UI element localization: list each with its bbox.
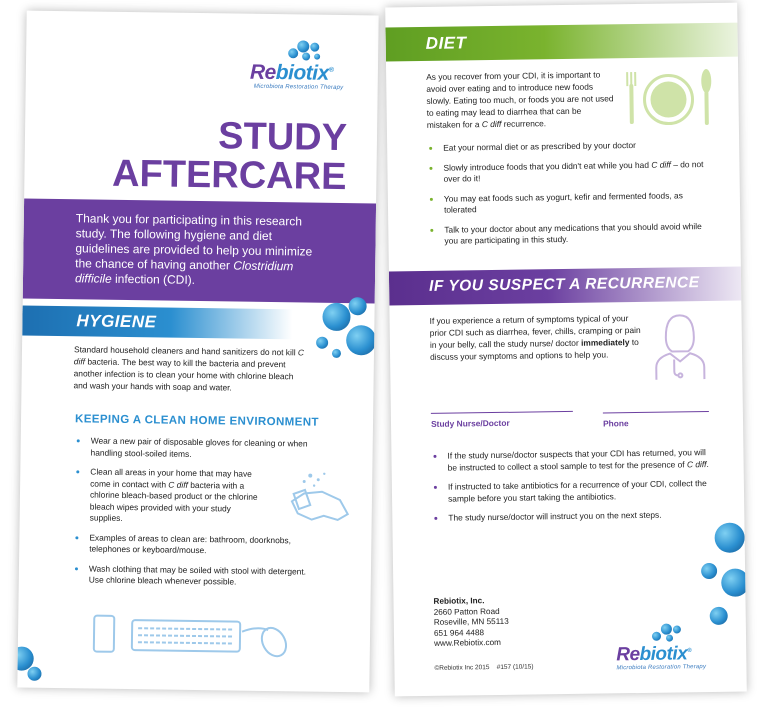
- study-aftercare-back-panel: [385, 3, 747, 697]
- list-item: Slowly introduce foods that you didn't eat while you had C diff – do not over do it!: [427, 158, 709, 185]
- recurrence-list: [431, 447, 714, 532]
- logo-tagline: Microbiota Restoration Therapy: [616, 664, 707, 672]
- bubbles-decoration-icon: [694, 523, 746, 634]
- list-item: Clean all areas in your home that may have come in contact with C diff bacteria with a chlorine bleach-based product or the chlorine bleach wipes provided with your study supplies.: [74, 466, 267, 526]
- company-name: Rebiotix, Inc.: [433, 596, 485, 606]
- intro-text: Thank you for participating in this research study. The following hygiene and diet guidelines are provided to help you minimize the chance of having another Clostridium difficile infection (CDI).: [74, 211, 313, 287]
- recurrence-heading: IF YOU SUSPECT A RECURRENCE: [428, 274, 700, 295]
- diet-heading: DIET: [425, 33, 467, 53]
- title-line-aftercare: AFTERCARE: [111, 152, 347, 199]
- rebiotix-logo: Rebiotix®: [249, 60, 334, 85]
- logo-tagline: Microbiota Restoration Therapy: [253, 83, 344, 92]
- list-item: Wear a new pair of disposable gloves for cleaning or when handling stool-soiled items.: [74, 435, 324, 461]
- nurse-label: Study Nurse/Doctor: [430, 417, 510, 429]
- nurse-signature-line: [431, 411, 573, 414]
- recurrence-paragraph: If you experience a return of symptoms typical of your prior CDI such as diarrhea, fever, chills, cramping or pain in your belly, call the study nurse/ doctor immediately to discuss your symptoms and options to help you.: [429, 313, 641, 362]
- bubbles-decoration-icon: [302, 296, 375, 367]
- phone-signature-line: [603, 411, 709, 413]
- phone-keyboard-mouse-icon: [92, 612, 313, 663]
- phone-number: 651 964 4488: [433, 627, 485, 638]
- list-item: Eat your normal diet or as prescribed by your doctor: [427, 139, 709, 154]
- city: Roseville, MN 55113: [433, 616, 509, 627]
- list-item: If the study nurse/doctor suspects that your CDI has returned, you will be instructed to collect a stool sample to test for the presence of C diff.: [431, 447, 713, 474]
- hygiene-paragraph: Standard household cleaners and hand sanitizers do not kill C diff bacteria. The best way to kill the bacteria and prevent another infection is to clean your home with chlorine bleach and wash your hands with soap and water.: [73, 344, 305, 393]
- rebiotix-logo: Rebiotix®: [616, 643, 692, 666]
- hygiene-heading: HYGIENE: [76, 311, 157, 332]
- bubbles-decoration-icon: [17, 641, 58, 690]
- intro-band: [23, 199, 376, 304]
- street: 2660 Patton Road: [433, 606, 500, 617]
- diet-list: [427, 139, 711, 255]
- list-item: Wash clothing that may be soiled with stool with detergent. Use chlorine bleach whenever possible.: [73, 563, 323, 589]
- nurse-doctor-icon: [651, 311, 708, 382]
- list-item: Talk to your doctor about any medications that you should avoid while you are participating in this study.: [428, 220, 710, 247]
- diet-header-bar: [385, 23, 737, 62]
- list-item: If instructed to take antibiotics for a recurrence of your CDI, collect the sample before you start taking the antibiotics.: [432, 478, 714, 505]
- study-aftercare-front-panel: [17, 11, 378, 693]
- clean-home-heading: KEEPING A CLEAN HOME ENVIRONMENT: [74, 413, 319, 429]
- list-item: You may eat foods such as yogurt, kefir and fermented foods, as tolerated: [428, 189, 710, 216]
- hand-washing-icon: [281, 469, 354, 532]
- phone-label: Phone: [602, 418, 629, 429]
- website: www.Rebiotix.com: [434, 637, 502, 648]
- list-item: The study nurse/doctor will instruct you on the next steps.: [432, 509, 714, 524]
- hygiene-header-bar: [22, 306, 292, 340]
- recurrence-header-bar: [389, 267, 741, 306]
- title-line-study: STUDY: [217, 115, 348, 160]
- address-block: [433, 596, 509, 650]
- rebiotix-logo-bubbles-icon: [650, 621, 686, 646]
- list-item: Examples of areas to clean are: bathroom, doorknobs, telephones or keyboard/mouse.: [73, 532, 323, 558]
- plate-utensils-icon: [622, 67, 715, 128]
- copyright: ©Rebiotix Inc 2015 #157 (10/15): [434, 663, 534, 672]
- diet-intro: As you recover from your CDI, it is important to avoid over eating and to introduce new foods slowly. Eating too much, or foods you are not used to eating may lead to diarrhea that can be mistaken for a C diff recurrence.: [426, 69, 614, 130]
